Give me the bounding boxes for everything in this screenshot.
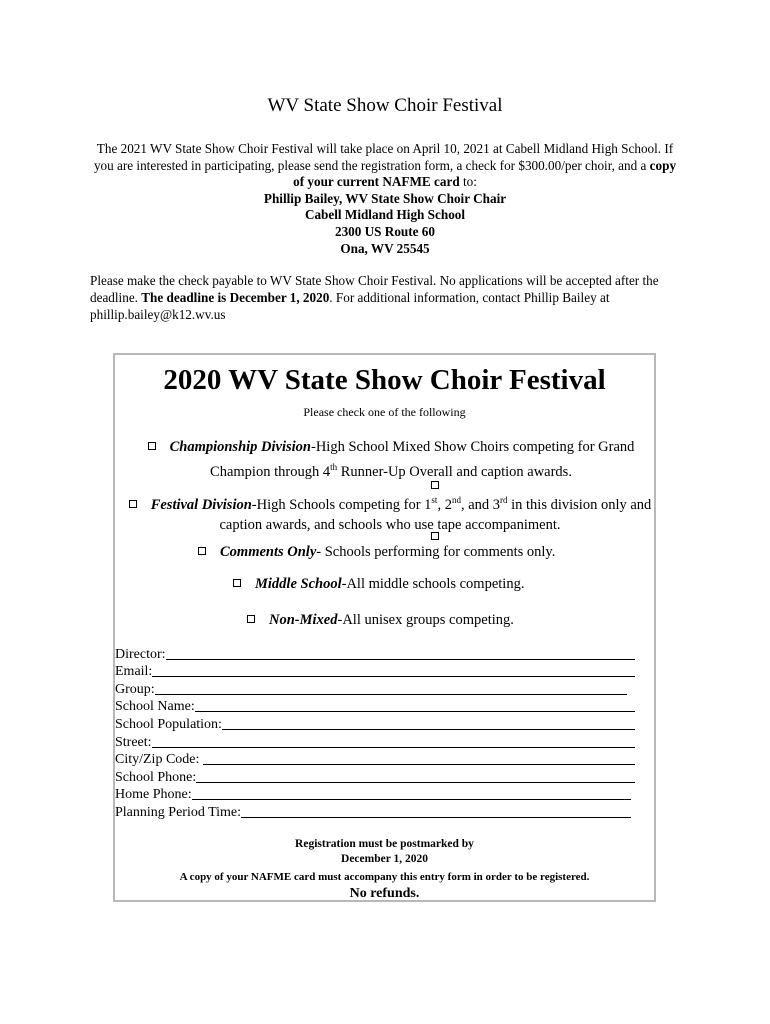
address-school: Cabell Midland High School bbox=[304, 207, 466, 223]
option-label: Championship Division bbox=[169, 439, 311, 455]
field-label: Planning Period Time: bbox=[115, 804, 242, 820]
option-sup: nd bbox=[451, 495, 461, 505]
intro-text-end: to: bbox=[459, 174, 477, 190]
option-sup: rd bbox=[500, 495, 508, 505]
option-middle-school bbox=[233, 574, 524, 594]
checkbox-extra-1[interactable] bbox=[431, 481, 439, 489]
address-city: Ona, WV 25545 bbox=[340, 240, 430, 256]
field-line[interactable] bbox=[241, 817, 631, 818]
field-label: City/Zip Code: bbox=[115, 752, 203, 768]
option-desc: -High Schools competing for 1 bbox=[251, 496, 432, 513]
intro-nafme-bold: copy of your current NAFME card bbox=[293, 157, 677, 190]
option-desc: -High School Mixed Show Choirs competing for Grand Champion through 4 bbox=[210, 439, 635, 480]
director-field[interactable] bbox=[115, 645, 635, 663]
field-line[interactable] bbox=[152, 676, 635, 677]
school-phone-field[interactable] bbox=[115, 768, 635, 786]
option-label: Middle School bbox=[255, 576, 342, 592]
field-line[interactable] bbox=[192, 799, 631, 800]
form-fields bbox=[115, 645, 635, 821]
checkbox-championship[interactable] bbox=[148, 442, 156, 450]
option-desc: - Schools performing for comments only. bbox=[316, 544, 556, 560]
home-phone-field[interactable] bbox=[115, 786, 631, 804]
field-line[interactable] bbox=[196, 782, 635, 783]
intro-paragraph bbox=[88, 141, 682, 257]
planning-period-field[interactable] bbox=[115, 803, 631, 821]
field-line[interactable] bbox=[166, 659, 635, 660]
field-label: School Population: bbox=[115, 716, 222, 732]
option-desc-end: Runner-Up Overall and caption awards. bbox=[337, 463, 572, 480]
field-label: School Name: bbox=[115, 699, 195, 715]
checkbox-festival[interactable] bbox=[129, 500, 137, 508]
field-label: Director: bbox=[115, 646, 166, 662]
form-subtitle: Please check one of the following bbox=[303, 405, 466, 419]
option-desc: , and 3 bbox=[460, 496, 500, 513]
email-field[interactable] bbox=[115, 663, 635, 681]
instructions-text: Please make the check payable to WV State Show Choir Festival. No applications will be accepted after the deadline. bbox=[90, 273, 659, 305]
option-label: Non-Mixed bbox=[269, 612, 338, 628]
option-desc-end: in this division only and caption awards, and schools who use tape accompaniment. bbox=[219, 496, 652, 533]
option-comments bbox=[198, 542, 555, 562]
option-festival bbox=[125, 490, 655, 535]
page-heading: WV State Show Choir Festival bbox=[267, 95, 503, 116]
option-label: Festival Division bbox=[150, 496, 252, 513]
group-field[interactable] bbox=[115, 680, 627, 698]
field-line[interactable] bbox=[203, 764, 635, 765]
instructions-contact: . For additional information, contact Phillip Bailey at phillip.bailey@k12.wv.us bbox=[90, 290, 610, 322]
option-label: Comments Only bbox=[220, 544, 317, 560]
option-desc: -All unisex groups competing. bbox=[337, 612, 514, 628]
checkbox-non-mixed[interactable] bbox=[247, 615, 255, 623]
school-name-field[interactable] bbox=[115, 698, 635, 716]
footer-date: December 1, 2020 bbox=[341, 853, 428, 865]
street-field[interactable] bbox=[115, 733, 635, 751]
city-zip-field[interactable] bbox=[115, 751, 635, 769]
option-desc: -All middle schools competing. bbox=[341, 576, 525, 592]
checkbox-extra-2[interactable] bbox=[431, 532, 439, 540]
field-label: School Phone: bbox=[115, 769, 197, 785]
intro-text: The 2021 WV State Show Choir Festival will take place on April 10, 2021 at Cabell Midland High School. If you are interested in participating, please send the registration form, a check for $300.00/per choir, and a bbox=[93, 141, 674, 173]
option-desc: , 2 bbox=[437, 496, 452, 513]
deadline-text: The deadline is December 1, 2020 bbox=[141, 290, 330, 305]
option-sup: st bbox=[431, 495, 438, 505]
footer-no-refunds: No refunds. bbox=[349, 886, 420, 901]
address-name: Phillip Bailey, WV State Show Choir Chair bbox=[263, 190, 507, 206]
field-line[interactable] bbox=[222, 729, 635, 730]
option-non-mixed bbox=[247, 610, 514, 630]
checkbox-middle-school[interactable] bbox=[233, 579, 241, 587]
option-championship bbox=[131, 437, 651, 482]
field-line[interactable] bbox=[152, 747, 635, 748]
footer-nafme-note: A copy of your NAFME card must accompany this entry form in order to be registered. bbox=[179, 871, 590, 883]
field-line[interactable] bbox=[155, 694, 627, 695]
checkbox-comments[interactable] bbox=[198, 547, 206, 555]
footer-postmark: Registration must be postmarked by bbox=[295, 838, 474, 850]
address-street: 2300 US Route 60 bbox=[334, 223, 435, 239]
field-label: Group: bbox=[115, 681, 155, 697]
field-label: Email: bbox=[115, 664, 153, 680]
field-line[interactable] bbox=[195, 711, 635, 712]
option-sup: th bbox=[330, 462, 338, 472]
school-population-field[interactable] bbox=[115, 715, 635, 733]
field-label: Home Phone: bbox=[115, 787, 192, 803]
form-title: 2020 WV State Show Choir Festival bbox=[163, 364, 606, 396]
instructions-paragraph bbox=[90, 272, 690, 323]
field-label: Street: bbox=[115, 734, 152, 750]
